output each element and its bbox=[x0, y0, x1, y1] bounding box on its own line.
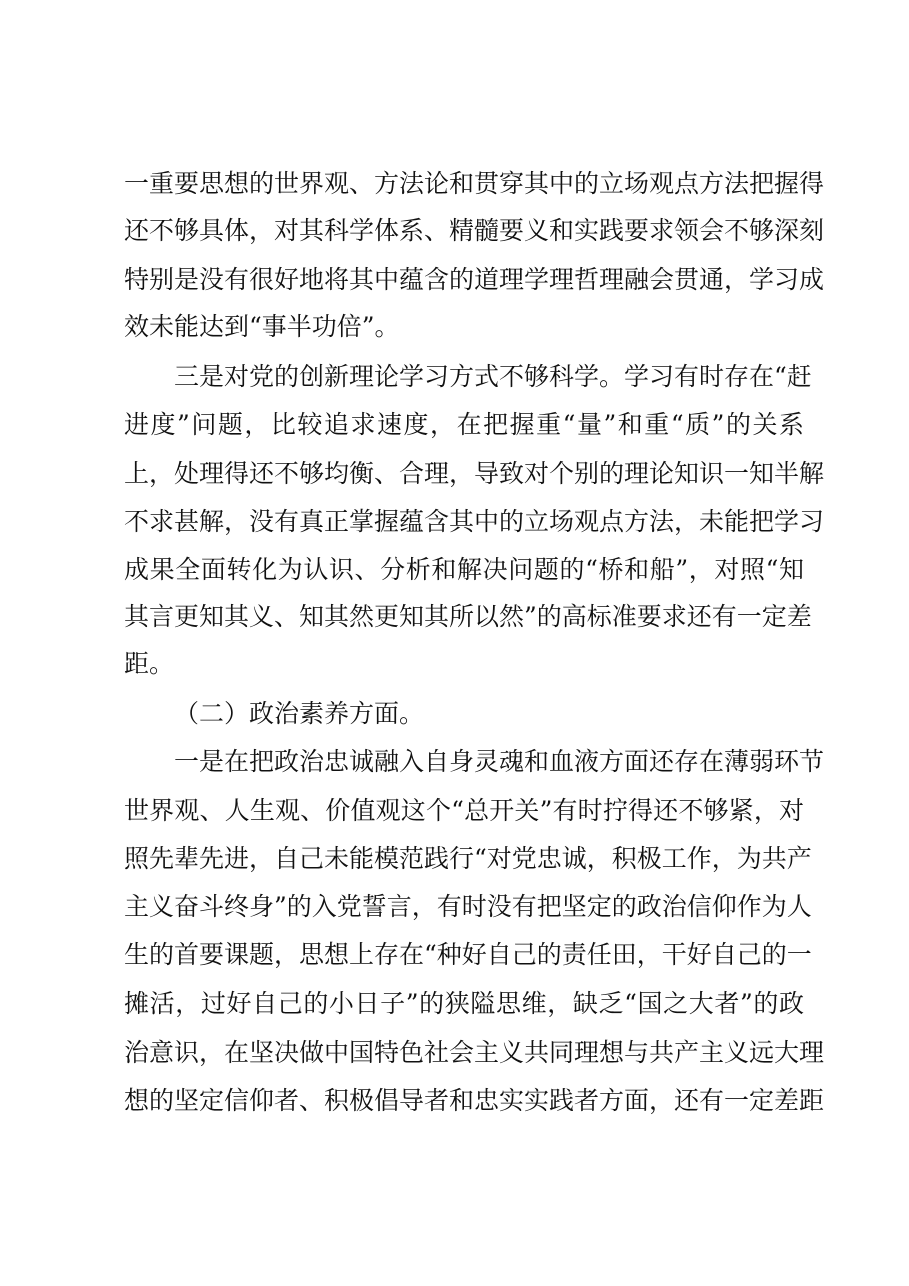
text-line: 距。 bbox=[124, 649, 175, 678]
text-line: 其言更知其义、知其然更知其所以然”的高标准要求还有一定差 bbox=[124, 602, 812, 631]
text-line: 摊活，过好自己的小日子”的狭隘思维，缺乏“国之大者”的政 bbox=[124, 989, 804, 1018]
text-line: 一重要思想的世界观、方法论和贯穿其中的立场观点方法把握得 bbox=[124, 169, 825, 198]
text-line: 成果全面转化为认识、分析和解决问题的“桥和船”，对照“知 bbox=[124, 555, 804, 584]
text-line: 不求甚解，没有真正掌握蕴含其中的立场观点方法，未能把学习 bbox=[124, 507, 825, 536]
text-line: 想的坚定信仰者、积极倡导者和忠实实践者方面，还有一定差距 bbox=[124, 1086, 825, 1115]
text-line: 上，处理得还不够均衡、合理，导致对个别的理论知识一知半解 bbox=[124, 459, 825, 488]
text-line: 世界观、人生观、价值观这个“总开关”有时拧得还不够紧，对 bbox=[124, 796, 804, 825]
text-line: 特别是没有很好地将其中蕴含的道理学理哲理融会贯通，学习成 bbox=[124, 265, 825, 294]
text-line: 一是在把政治忠诚融入自身灵魂和血液方面还存在薄弱环节 bbox=[174, 747, 825, 776]
text-line: 进度”问题，比较追求速度，在把握重“量”和重“质”的关系 bbox=[124, 410, 804, 439]
section-heading: （二）政治素养方面。 bbox=[174, 699, 425, 728]
text-line: 照先辈先进，自己未能模范践行“对党忠诚，积极工作，为共产 bbox=[124, 844, 812, 873]
text-line: 生的首要课题，思想上存在“种好自己的责任田，干好自己的一 bbox=[124, 940, 812, 969]
text-line: 还不够具体，对其科学体系、精髓要义和实践要求领会不够深刻 bbox=[124, 216, 825, 245]
text-line: 效未能达到“事半功倍”。 bbox=[124, 312, 400, 341]
text-line: 主义奋斗终身”的入党誓言，有时没有把坚定的政治信仰作为人 bbox=[124, 892, 812, 921]
text-line: 三是对党的创新理论学习方式不够科学。学习有时存在“赶 bbox=[174, 362, 812, 391]
text-line: 治意识，在坚决做中国特色社会主义共同理想与共产主义远大理 bbox=[124, 1038, 825, 1067]
